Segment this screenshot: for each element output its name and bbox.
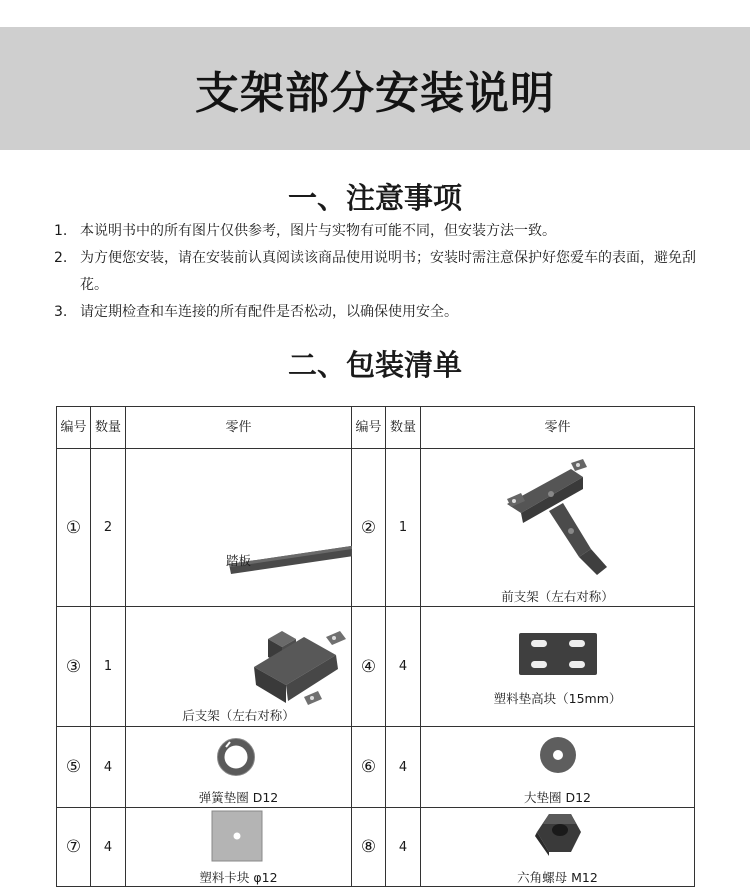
note-number: 2. — [54, 250, 68, 266]
item-quantity: 1 — [386, 449, 421, 607]
item-number: ⑥ — [352, 727, 386, 808]
item-number: ① — [57, 449, 91, 607]
item-quantity: 2 — [91, 449, 126, 607]
item-number: ⑤ — [57, 727, 91, 808]
header-part: 零件 — [126, 407, 352, 449]
item-quantity: 4 — [91, 727, 126, 808]
header-no: 编号 — [57, 407, 91, 449]
header-qty: 数量 — [91, 407, 126, 449]
item-number: ⑧ — [352, 808, 386, 887]
item-quantity: 4 — [91, 808, 126, 887]
table-row — [57, 449, 695, 607]
note-number: 1. — [54, 223, 68, 239]
packing-list-table — [56, 406, 695, 887]
note-text: 为方便您安装，请在安装前认真阅读该商品使用说明书；安装时需注意保护好您爱车的表面，避免刮花。 — [80, 250, 696, 293]
part-cell — [126, 607, 352, 727]
table-row — [57, 727, 695, 808]
header-no: 编号 — [352, 407, 386, 449]
note-number: 3. — [54, 304, 68, 320]
item-number: ② — [352, 449, 386, 607]
item-number: ③ — [57, 607, 91, 727]
part-name: 弹簧垫圈 D12 — [198, 790, 279, 805]
header-part: 零件 — [421, 407, 695, 449]
item-number: ⑦ — [57, 808, 91, 887]
part-name: 塑料垫高块（15mm） — [493, 691, 622, 706]
item-number: ④ — [352, 607, 386, 727]
section-title-packing-list: 二、包装清单 — [287, 348, 462, 382]
part-cell — [421, 808, 695, 887]
part-cell — [421, 607, 695, 727]
pedal-bar-icon — [126, 449, 352, 606]
item-quantity: 4 — [386, 808, 421, 887]
table-row — [57, 808, 695, 887]
note-text: 本说明书中的所有图片仅供参考，图片与实物有可能不同，但安装方法一致。 — [80, 223, 556, 239]
note-item — [54, 299, 714, 326]
note-text: 请定期检查和车连接的所有配件是否松动，以确保使用安全。 — [80, 304, 458, 320]
part-name: 六角螺母 M12 — [517, 870, 598, 885]
item-quantity: 1 — [91, 607, 126, 727]
part-name: 踏板 — [225, 553, 251, 568]
header-qty: 数量 — [386, 407, 421, 449]
part-name: 塑料卡块 φ12 — [199, 870, 278, 885]
front-bracket-icon — [421, 449, 695, 606]
part-name: 后支架（左右对称） — [182, 708, 295, 723]
part-cell — [421, 727, 695, 808]
section-title-notes: 一、注意事项 — [287, 181, 462, 215]
title-banner — [0, 27, 750, 150]
table-row — [57, 607, 695, 727]
notes-list — [54, 218, 714, 326]
table-header-row — [57, 407, 695, 449]
part-cell — [126, 808, 352, 887]
part-cell — [421, 449, 695, 607]
item-quantity: 4 — [386, 607, 421, 727]
note-item — [54, 245, 714, 299]
page-title: 支架部分安装说明 — [195, 67, 555, 119]
plastic-spacer-icon — [421, 607, 695, 726]
item-quantity: 4 — [386, 727, 421, 808]
note-item — [54, 218, 714, 245]
part-cell — [126, 727, 352, 808]
part-name: 前支架（左右对称） — [501, 589, 614, 604]
part-name: 大垫圈 D12 — [523, 790, 591, 805]
part-cell — [126, 449, 352, 607]
